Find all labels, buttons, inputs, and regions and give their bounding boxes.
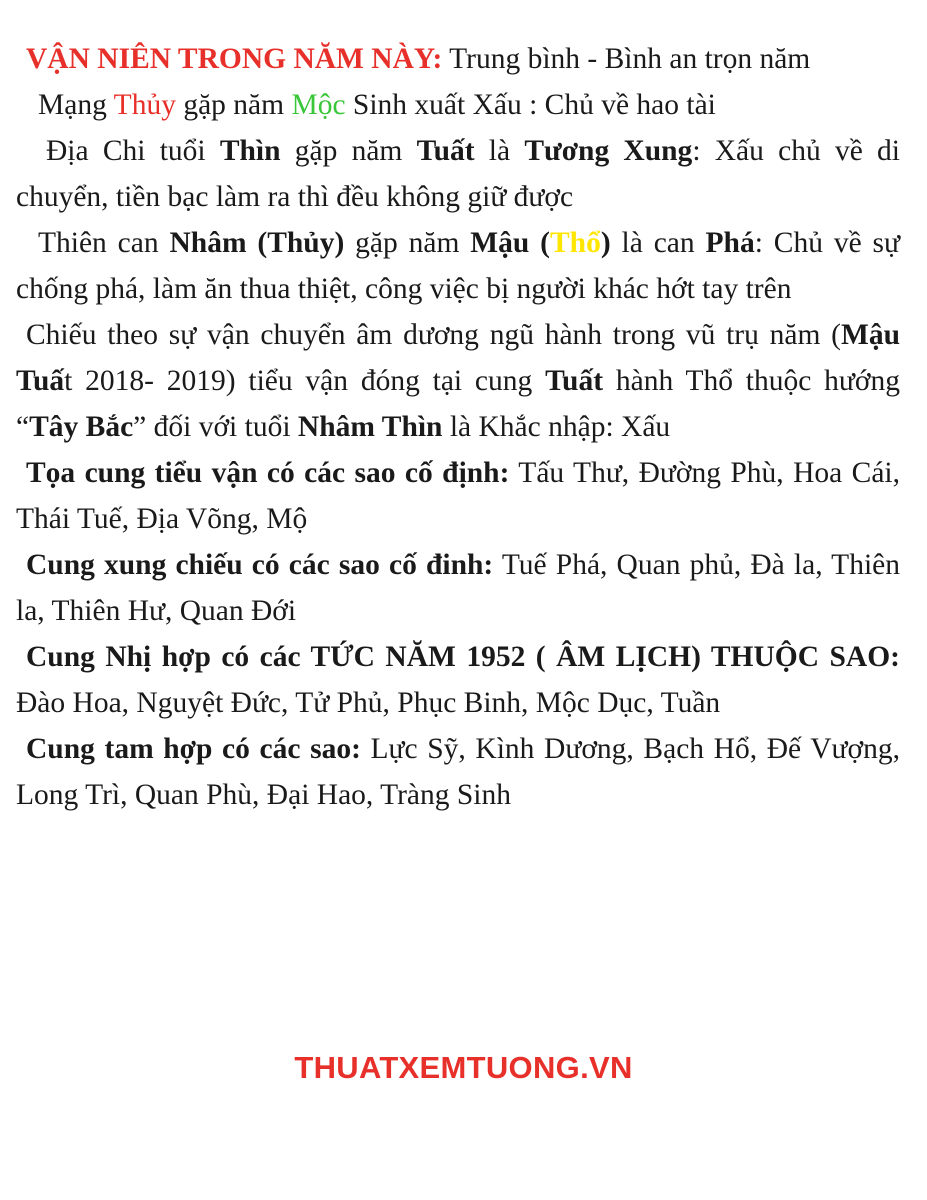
bold-term: Phá: [705, 227, 755, 259]
star-list: Đào Hoa, Nguyệt Đức, Tử Phủ, Phục Binh, Mộc Dục, Tuần: [16, 687, 721, 719]
text-fragment: Sinh xuất Xấu : Chủ về hao tài: [345, 89, 716, 121]
text-fragment: : Xấu chủ về di chuyển, tiền bạc làm ra thì đều không giữ được: [16, 135, 900, 213]
secondary-harmony-paragraph: [16, 634, 900, 726]
text-fragment: Mạng: [38, 89, 114, 121]
opposite-palace-paragraph: [16, 542, 900, 634]
section-label: Cung tam hợp có các sao:: [26, 733, 361, 765]
bold-term: Tuất: [416, 135, 475, 167]
text-fragment: : Chủ về sự chống phá, làm ăn thua thiệt, công việc bị người khác hớt tay trên: [16, 227, 901, 305]
website-watermark: THUATXEMTUONG.VN: [294, 1050, 633, 1085]
text-fragment: là Khắc nhập: Xấu: [442, 411, 671, 443]
text-fragment: Địa Chi tuổi: [46, 135, 220, 167]
bold-term: Mậu Tuấ: [16, 319, 900, 397]
element-paragraph: [16, 82, 900, 128]
earthly-branch-paragraph: [16, 128, 900, 220]
yin-yang-paragraph: [16, 312, 900, 450]
text-fragment: là can: [610, 227, 706, 259]
fixed-stars-paragraph: [16, 450, 900, 542]
text-fragment: ” đối với tuổi: [133, 411, 298, 443]
section-label: Cung Nhị hợp có các TỨC NĂM 1952 ( ÂM LỊCH) THUỘC SAO:: [26, 641, 900, 673]
heavenly-stem-paragraph: [16, 220, 900, 312]
bold-term: Tuất: [545, 365, 604, 397]
text-fragment: gặp năm: [175, 89, 292, 121]
bold-term: Mậu (: [470, 227, 550, 259]
bold-term: Nhâm Thìn: [297, 411, 443, 443]
text-fragment: t 2018- 2019) tiểu vận đóng tại cung: [64, 365, 546, 397]
element-moc: Mộc: [291, 89, 346, 121]
bold-term: Nhâm (Thủy): [169, 227, 345, 259]
star-list: Lực Sỹ, Kình Dương, Bạch Hổ, Đế Vượng, Long Trì, Quan Phù, Đại Hao, Tràng Sinh: [16, 733, 900, 811]
text-fragment: Chiếu theo sự vận chuyển âm dương ngũ hành trong vũ trụ năm (: [26, 319, 841, 351]
bold-term: Thìn: [219, 135, 281, 167]
element-tho: Thổ: [550, 227, 601, 259]
bold-term: ): [600, 227, 611, 259]
text-fragment: gặp năm: [344, 227, 471, 259]
element-thuy: Thủy: [113, 89, 176, 121]
text-fragment: hành Thổ thuộc hướng “: [16, 365, 900, 443]
text-fragment: Thiên can: [38, 227, 170, 259]
bold-term: Tương Xung: [524, 135, 693, 167]
yearly-fortune-text: Trung bình - Bình an trọn năm: [442, 43, 811, 75]
bold-term: Tây Bắc: [29, 411, 134, 443]
section-label: Tọa cung tiểu vận có các sao cố định:: [26, 457, 510, 489]
yearly-fortune-paragraph: [16, 36, 900, 82]
star-list: Tuế Phá, Quan phủ, Đà la, Thiên la, Thiên Hư, Quan Đới: [16, 549, 900, 627]
star-list: Tấu Thư, Đường Phù, Hoa Cái, Thái Tuế, Địa Võng, Mộ: [16, 457, 900, 535]
yearly-fortune-heading: VẬN NIÊN TRONG NĂM NÀY:: [26, 43, 443, 75]
document-body: [16, 36, 900, 818]
section-label: Cung xung chiếu có các sao cố đinh:: [26, 549, 494, 581]
triple-harmony-paragraph: [16, 726, 900, 818]
text-fragment: gặp năm: [280, 135, 417, 167]
text-fragment: là: [474, 135, 525, 167]
